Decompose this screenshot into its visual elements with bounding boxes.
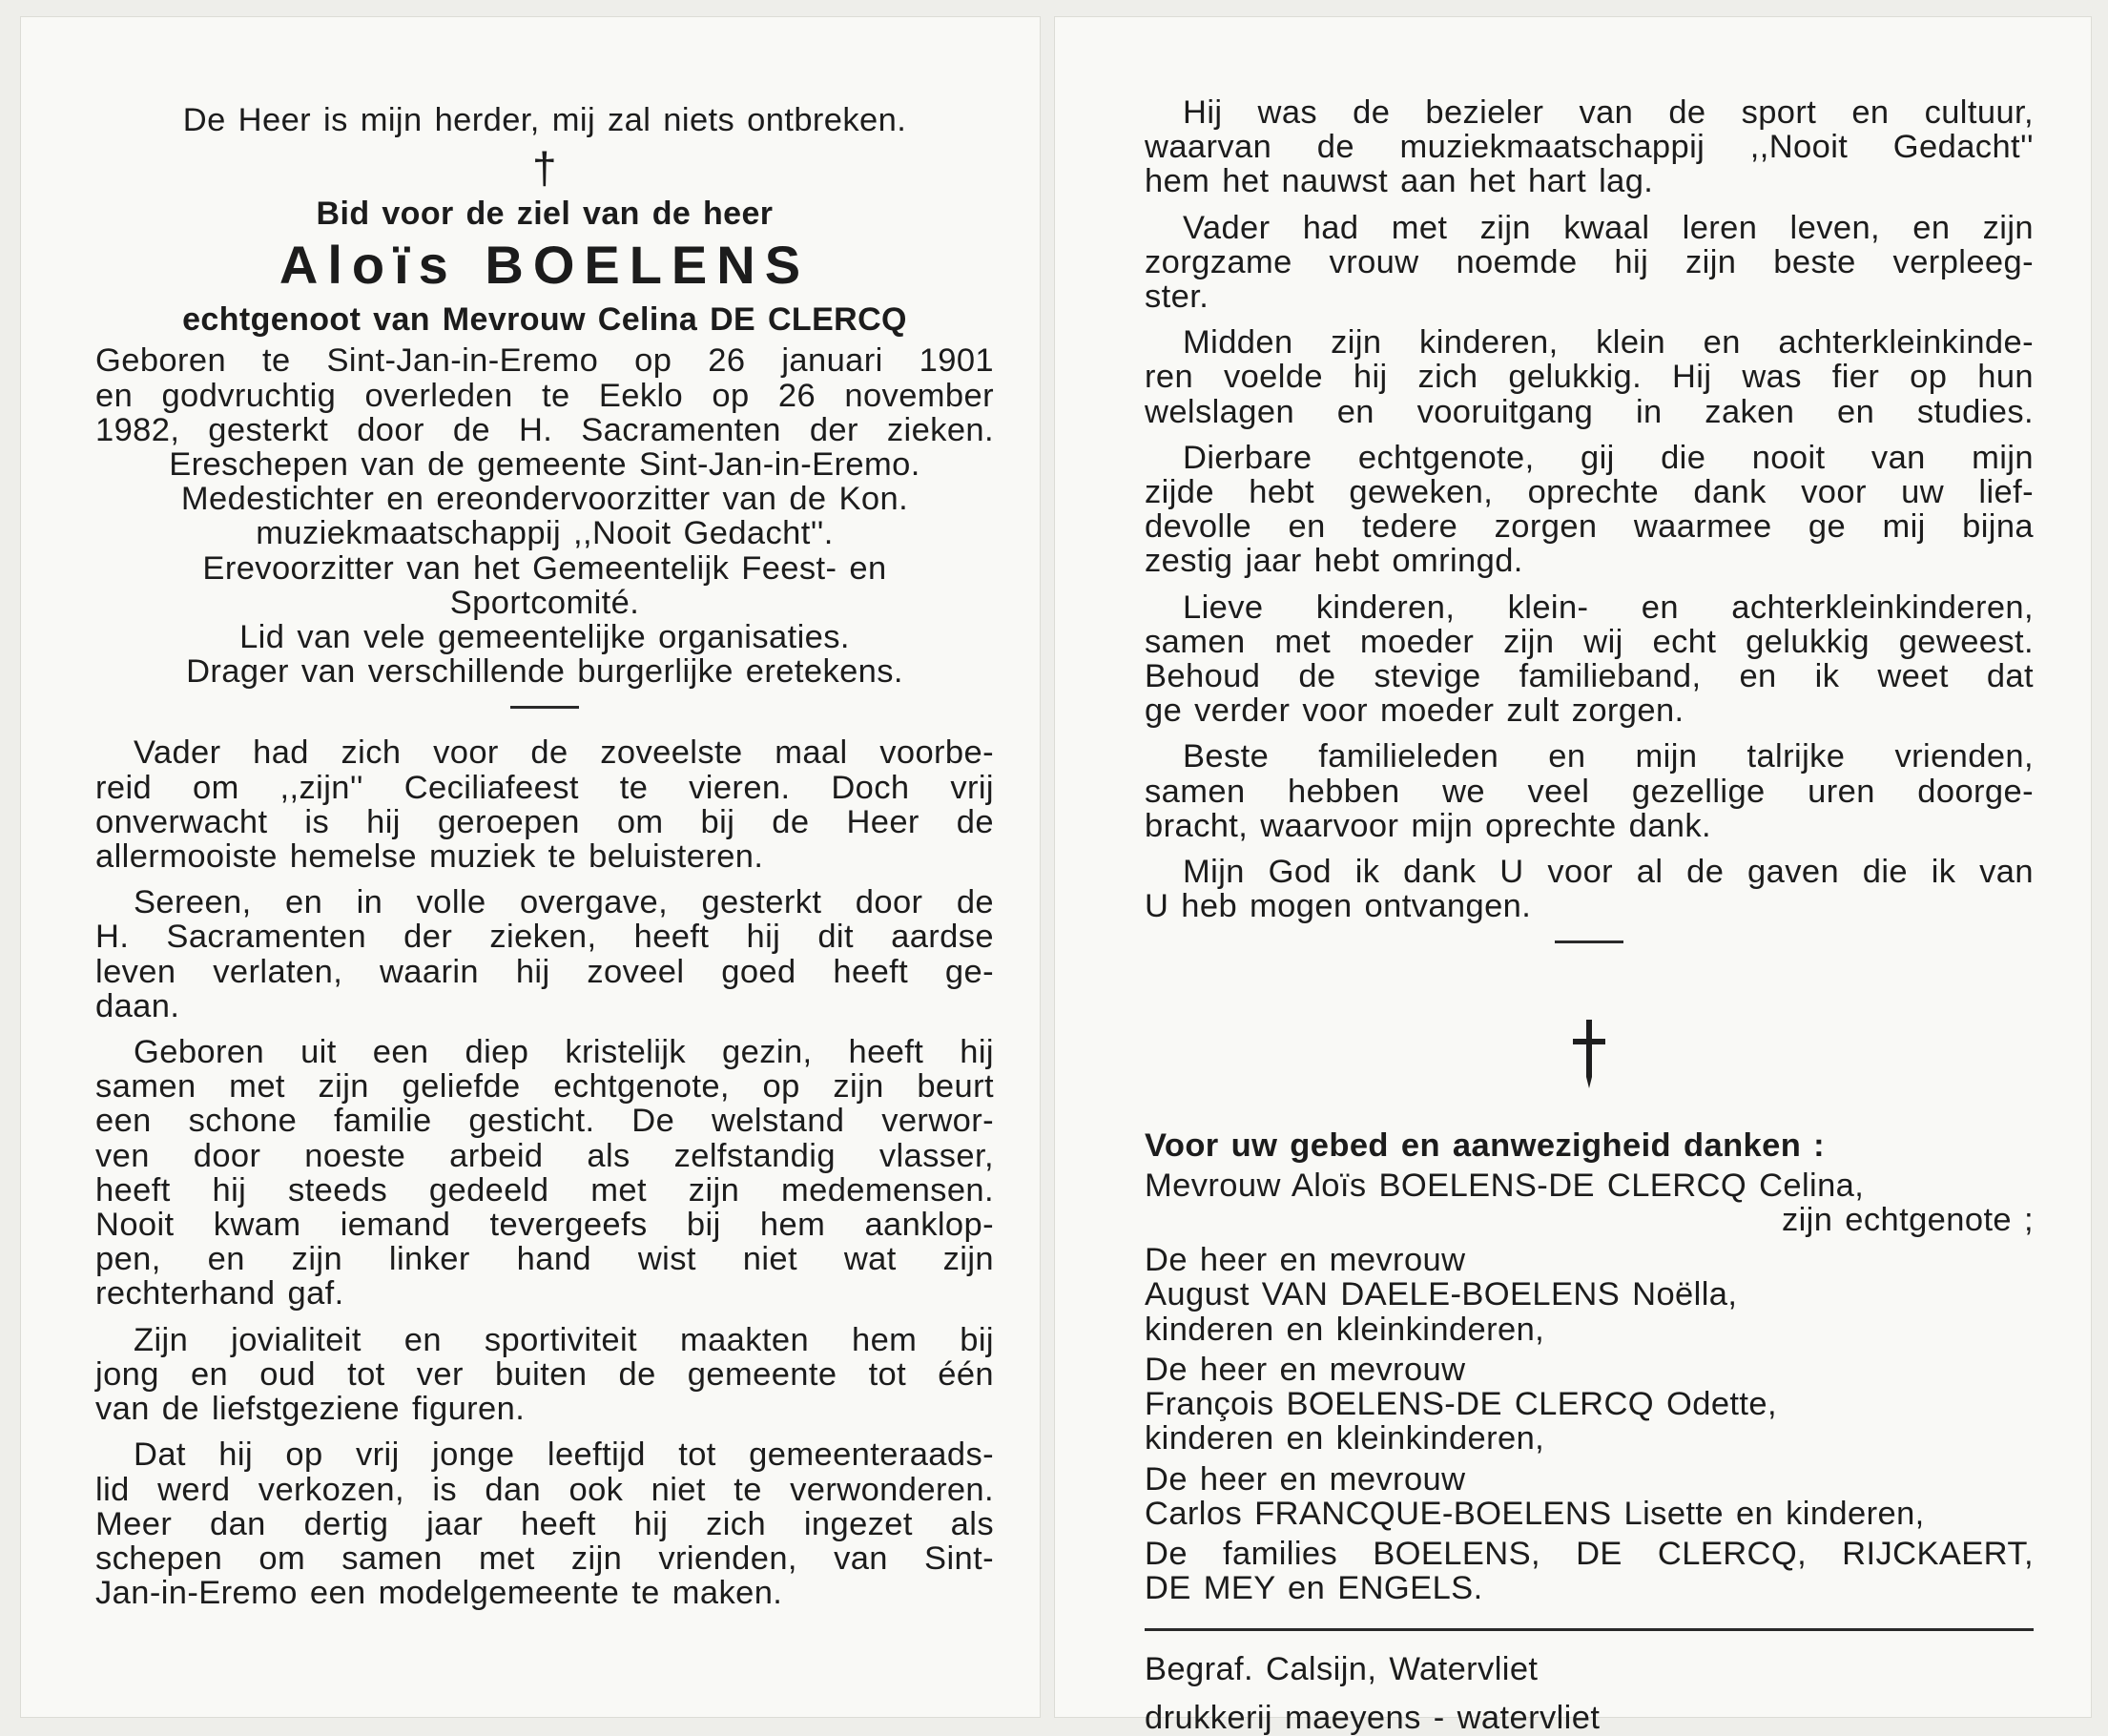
- undertaker-line: Begraf. Calsijn, Watervliet: [1145, 1651, 1539, 1688]
- text-line: devolle en tedere zorgen waarmee ge mij bijna: [1145, 508, 2034, 546]
- text-line: heeft hij steeds gedeeld met zijn medemensen.: [95, 1171, 994, 1209]
- tribute-paragraph: [1145, 590, 2034, 729]
- family-entry: [1145, 1462, 2034, 1531]
- family-entry: [1145, 1243, 2034, 1347]
- tribute-paragraph: [95, 1035, 994, 1312]
- text-line: ge verder voor moeder zult zorgen.: [1145, 692, 1684, 730]
- widow-role: zijn echtgenote ;: [1781, 1202, 2034, 1239]
- text-line: Vader had met zijn kwaal leren leven, en zijn: [1183, 209, 2034, 246]
- text-line: Carlos FRANCQUE-BOELENS Lisette en kinderen,: [1145, 1495, 1925, 1532]
- text-line: Geboren uit een diep kristelijk gezin, heeft hij: [134, 1034, 994, 1071]
- text-line: François BOELENS-DE CLERCQ Odette,: [1145, 1386, 1777, 1423]
- tribute-paragraph: [1145, 855, 2034, 923]
- right-column: [1145, 95, 2034, 1735]
- text-line: jong en oud tot ver buiten de gemeente tot één: [95, 1355, 994, 1393]
- text-line: zorgzame vrouw noemde hij zijn beste verpleeg-: [1145, 243, 2034, 280]
- tribute-paragraph: [95, 735, 994, 874]
- text-line: DE MEY en ENGELS.: [1145, 1570, 1483, 1607]
- tribute-paragraph: [1145, 441, 2034, 579]
- text-line: H. Sacramenten der zieken, heeft hij dit aardse: [95, 919, 994, 956]
- bio-line: Geboren te Sint-Jan-in-Eremo op 26 januari 1901: [95, 342, 994, 380]
- text-line: van de liefstgeziene figuren.: [95, 1391, 526, 1428]
- text-line: waarvan de muziekmaatschappij ,,Nooit Gedacht'': [1145, 129, 2034, 166]
- text-line: Mijn God ik dank U voor al de gaven die ik van: [1183, 854, 2034, 891]
- text-line: reid om ,,zijn'' Ceciliafeest te vieren. Doch vrij: [95, 769, 994, 806]
- text-line: Nooit kwam iemand tevergeefs bij hem aanklop-: [95, 1207, 994, 1244]
- thanks-title: Voor uw gebed en aanwezigheid danken :: [1145, 1126, 1826, 1164]
- text-line: De heer en mevrouw: [1145, 1460, 1466, 1498]
- bio-line: Sportcomité.: [449, 584, 640, 621]
- divider: [1555, 940, 1623, 943]
- text-line: pen, en zijn linker hand wist niet wat zijn: [95, 1241, 994, 1278]
- left-column: [95, 103, 994, 1610]
- widow-line: Mevrouw Aloïs BOELENS-DE CLERCQ Celina,: [1145, 1167, 1865, 1204]
- text-line: De families BOELENS, DE CLERCQ, RIJCKAERT,: [1145, 1535, 2034, 1572]
- text-line: rechterhand gaf.: [95, 1275, 344, 1312]
- text-line: August VAN DAELE-BOELENS Noëlla,: [1145, 1276, 1738, 1313]
- bio-line: en godvruchtig overleden te Eeklo op 26 november: [95, 377, 994, 414]
- text-line: samen met moeder zijn wij echt gelukkig geweest.: [1145, 623, 2034, 660]
- cross-icon: †: [532, 143, 557, 194]
- text-line: samen hebben we veel gezellige uren doorge-: [1145, 773, 2034, 810]
- prayer-line: Bid voor de ziel van de heer: [316, 196, 774, 233]
- text-line: U heb mogen ontvangen.: [1145, 888, 1532, 925]
- bio-line: Lid van vele gemeentelijke organisaties.: [239, 619, 850, 656]
- bio-line: Ereschepen van de gemeente Sint-Jan-in-Eremo.: [169, 446, 920, 484]
- text-line: Meer dan dertig jaar heeft hij zich ingezet als: [95, 1505, 994, 1542]
- text-line: Vader had zich voor de zoveelste maal voorbe-: [134, 734, 994, 772]
- tribute-paragraph: [95, 1323, 994, 1427]
- text-line: zijde hebt geweken, oprechte dank voor uw lief-: [1145, 474, 2034, 511]
- text-line: allermooiste hemelse muziek te beluisteren.: [95, 838, 764, 876]
- text-line: Behoud de stevige familieband, en ik weet dat: [1145, 658, 2034, 695]
- left-panel: [21, 17, 1040, 1717]
- biography: [95, 343, 994, 689]
- right-panel: [1055, 17, 2091, 1736]
- deceased-name: Aloïs BOELENS: [279, 235, 811, 296]
- bio-line: Erevoorzitter van het Gemeentelijk Feest- en: [202, 549, 887, 587]
- text-line: welslagen en vooruitgang in zaken en studies.: [1145, 393, 2034, 430]
- text-line: samen met zijn geliefde echtgenote, op zijn beurt: [95, 1068, 994, 1106]
- spouse-line: echtgenoot van Mevrouw Celina DE CLERCQ: [182, 301, 907, 339]
- text-line: kinderen en kleinkinderen,: [1145, 1420, 1545, 1457]
- tribute-paragraph: [95, 885, 994, 1023]
- text-line: kinderen en kleinkinderen,: [1145, 1311, 1545, 1348]
- text-line: een schone familie gesticht. De welstand verwor-: [95, 1103, 994, 1140]
- cross-icon: [1145, 1020, 2034, 1095]
- text-line: Hij was de bezieler van de sport en cultuur,: [1183, 94, 2034, 131]
- text-line: hem het nauwst aan het hart lag.: [1145, 163, 1654, 200]
- text-line: Lieve kinderen, klein- en achterkleinkinderen,: [1183, 589, 2034, 626]
- motto: De Heer is mijn herder, mij zal niets ontbreken.: [182, 102, 907, 138]
- text-line: schepen om samen met zijn vrienden, van Sint-: [95, 1540, 994, 1577]
- tribute-paragraph: [1145, 211, 2034, 315]
- divider: [510, 706, 579, 709]
- text-line: Beste familieleden en mijn talrijke vrienden,: [1183, 738, 2034, 775]
- family-entry: [1145, 1537, 2034, 1605]
- tribute-paragraph: [1145, 95, 2034, 199]
- text-line: ster.: [1145, 279, 1209, 316]
- bio-line: 1982, gesterkt door de H. Sacramenten der zieken.: [95, 411, 994, 448]
- bio-line: Drager van verschillende burgerlijke eretekens.: [186, 653, 903, 691]
- tribute-paragraph: [95, 1437, 994, 1610]
- text-line: De heer en mevrouw: [1145, 1242, 1466, 1279]
- tribute-paragraph: [1145, 325, 2034, 429]
- bio-line: muziekmaatschappij ,,Nooit Gedacht''.: [256, 515, 834, 552]
- text-line: lid werd verkozen, is dan ook niet te verwonderen.: [95, 1471, 994, 1508]
- text-line: Dierbare echtgenote, gij die nooit van mijn: [1183, 439, 2034, 476]
- text-line: onverwacht is hij geroepen om bij de Heer de: [95, 803, 994, 840]
- text-line: Zijn jovialiteit en sportiviteit maakten hem bij: [134, 1321, 994, 1358]
- family-entry: [1145, 1353, 2034, 1457]
- text-line: Jan-in-Eremo een modelgemeente te maken.: [95, 1575, 783, 1612]
- text-line: De heer en mevrouw: [1145, 1351, 1466, 1388]
- text-line: Dat hij op vrij jonge leeftijd tot gemeenteraads-: [134, 1436, 994, 1474]
- text-line: Sereen, en in volle overgave, gesterkt door de: [134, 884, 994, 921]
- text-line: Midden zijn kinderen, klein en achterkleinkinde-: [1183, 324, 2034, 362]
- text-line: bracht, waarvoor mijn oprechte dank.: [1145, 807, 1712, 844]
- tribute-paragraph: [1145, 739, 2034, 843]
- text-line: ren voelde hij zich gelukkig. Hij was fier op hun: [1145, 359, 2034, 396]
- text-line: ven door noeste arbeid als zelfstandig vlasser,: [95, 1137, 994, 1174]
- bio-line: Medestichter en ereondervoorzitter van de Kon.: [180, 481, 909, 518]
- text-line: zestig jaar hebt omringd.: [1145, 543, 1523, 580]
- footer-rule: [1145, 1628, 2034, 1631]
- printer-line: drukkerij maeyens - watervliet: [1145, 1699, 1601, 1736]
- text-line: leven verlaten, waarin hij zoveel goed heeft ge-: [95, 953, 994, 990]
- text-line: daan.: [95, 987, 180, 1024]
